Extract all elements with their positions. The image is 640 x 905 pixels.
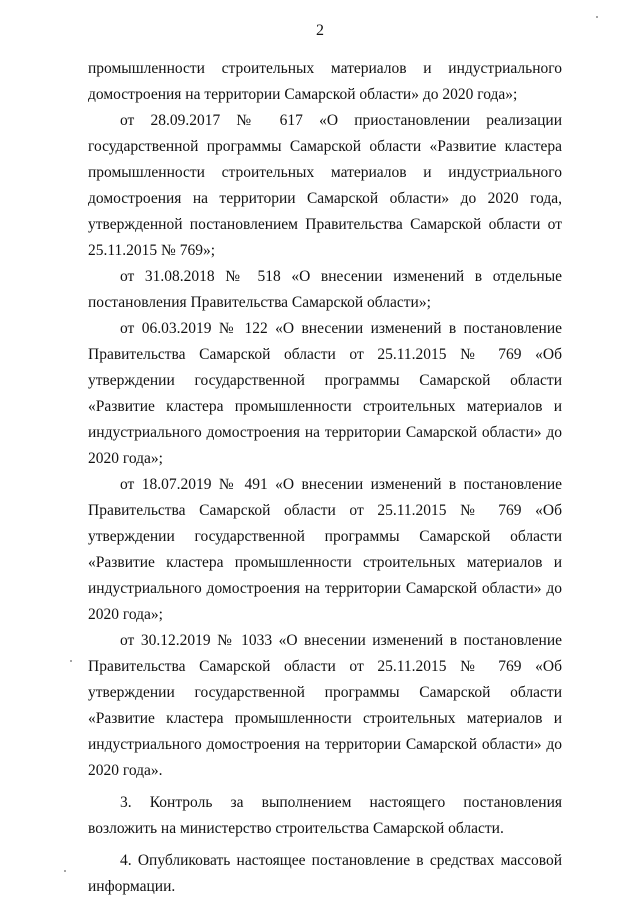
paragraph-item-4: 4. Опубликовать настоящее постановление в средствах массовой информации. <box>88 852 562 895</box>
paragraph-resolution-2019-491: от 18.07.2019 № 491 «О внесении изменений в постановление Правительства Самарской области от 25.11.2015 № 769 «Об утверждении государственной программы Самарской области «Развитие кластера промышленности строительных материалов и индустриального домостроения на территории Самарской области» до 2020 года»; <box>88 476 562 623</box>
document-body <box>88 56 562 900</box>
paragraph-item-3: 3. Контроль за выполнением настоящего постановления возложить на министерство строительства Самарской области. <box>88 794 562 837</box>
scan-speck <box>596 16 598 18</box>
paragraph-resolution-2017-617: от 28.09.2017 № 617 «О приостановлении реализации государственной программы Самарской области «Развитие кластера промышленности строительных материалов и индустриального домостроения на территории Самарской области» до 2020 года, утвержденной постановлением Правительства Самарской области от 25.11.2015 № 769»; <box>88 112 562 259</box>
scan-speck <box>70 660 72 662</box>
page-number: 2 <box>316 22 324 39</box>
paragraph-resolution-2018-518: от 31.08.2018 № 518 «О внесении изменений в отдельные постановления Правительства Самарской области»; <box>88 268 562 311</box>
paragraph-continuation: промышленности строительных материалов и индустриального домостроения на территории Самарской области» до 2020 года»; <box>88 60 562 103</box>
scan-speck <box>64 870 66 872</box>
paragraph-resolution-2019-1033: от 30.12.2019 № 1033 «О внесении изменений в постановление Правительства Самарской области от 25.11.2015 № 769 «Об утверждении государственной программы Самарской области «Развитие кластера промышленности строительных материалов и индустриального домостроения на территории Самарской области» до 2020 года». <box>88 632 562 779</box>
paragraph-resolution-2019-122: от 06.03.2019 № 122 «О внесении изменений в постановление Правительства Самарской области от 25.11.2015 № 769 «Об утверждении государственной программы Самарской области «Развитие кластера промышленности строительных материалов и индустриального домостроения на территории Самарской области» до 2020 года»; <box>88 320 562 467</box>
